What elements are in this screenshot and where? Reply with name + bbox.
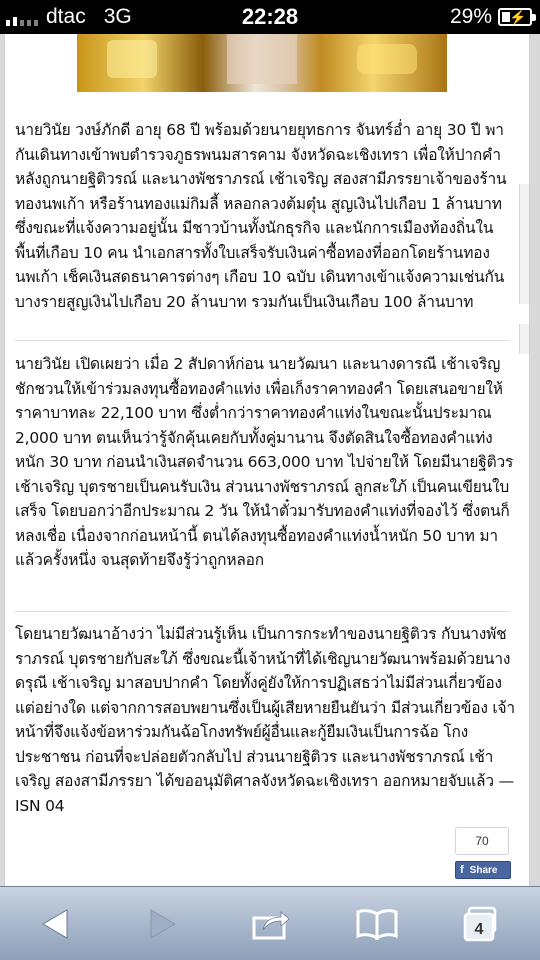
share-label: Share <box>469 864 498 876</box>
article <box>4 34 530 886</box>
tabs-button[interactable] <box>456 903 506 945</box>
battery-icon <box>498 8 532 26</box>
charging-bolt-icon: ⚡ <box>509 9 527 25</box>
battery-percent: 29% <box>449 5 492 28</box>
network-type: 3G <box>103 5 132 28</box>
carrier-name: dtac <box>46 5 86 28</box>
bookmarks-button[interactable] <box>352 903 402 945</box>
battery-status <box>450 5 532 29</box>
back-button[interactable] <box>30 903 80 945</box>
article-photo <box>77 34 447 92</box>
status-bar <box>0 0 540 34</box>
tabs-count: 4 <box>474 921 484 938</box>
bookmarks-icon <box>355 908 399 940</box>
side-scroll-tab <box>519 324 529 354</box>
forward-icon <box>149 908 177 940</box>
share-button[interactable] <box>246 903 296 945</box>
article-paragraph: นายวินัย เปิดเผยว่า เมื่อ 2 สัปดาห์ก่อน นายวัฒนา และนางดารณี เช้าเจริญ ชักชวนให้เข้าร่วมลงทุนซื้อทองคำแท่ง เพื่อเก็งราคาทองคำ โดยเสนอขายให้ราคาบาทละ 22,100 บาท ซึ่งต่ำกว่าราคาทองคำแท่งในขณะนั้นประมาณ 2,000 บาท ตนเห็นว่ารู้จักคุ้นเคยกับทั้งคู่มานาน จึงตัดสินใจซื้อทองคำแท่งหนัก 30 บาท ก่อนนำเงินสดจำนวน 663,000 บาท ไปจ่ายให้ โดยมีนายฐิติวร เช้าเจริญ บุตรชายเป็นคนรับเงิน ส่วนนางพัชราภรณ์ ลูกสะใภ้ เป็นคนเขียนใบเสร็จ โดยบอกว่าอีกประมาณ 2 วัน ให้นำตั๋วมารับทองคำแท่งที่จองไว้ ซึ่งตนก็หลงเชื่อ เนื่องจากก่อนหน้านี้ ตนได้ลงทุนซื้อทองคำแท่งน้ำหนัก 50 บาท มาแล้วครั้งหนึ่ง จนสุดท้ายจึงรู้ว่าถูกหลอก <box>15 355 514 569</box>
clock: 22:28 <box>241 4 299 29</box>
share-count: 70 <box>455 827 509 855</box>
back-icon <box>41 908 69 940</box>
share-icon <box>251 908 291 940</box>
divider <box>15 611 510 612</box>
side-scroll-tab <box>519 184 529 304</box>
forward-button[interactable] <box>138 903 188 945</box>
divider <box>15 340 510 341</box>
tabs-icon <box>459 906 503 942</box>
facebook-icon: f <box>460 864 464 876</box>
article-paragraph: โดยนายวัฒนาอ้างว่า ไม่มีส่วนรู้เห็น เป็นการกระทำของนายฐิติวร กับนางพัชราภรณ์ บุตรชายกับสะใภ้ ซึ่งขณะนี้เจ้าหน้าที่ได้เชิญนายวัฒนาพร้อมด้วยนางดรุณี เช้าเจริญ มาสอบปากคำ โดยทั้งคู่ยังให้การปฏิเสธว่าไม่มีส่วนเกี่ยวข้องแต่อย่างใด แต่จากการสอบพยานซึ่งเป็นผู้เสียหายยืนยันว่า มีส่วนเกี่ยวข้อง เจ้าหน้าที่จึงแจ้งข้อหาร่วมกันฉ้อโกงทรัพย์ผู้อื่นและกู้ยืมเงินเป็นการฉ้อ โกงประชาชน ก่อนที่จะปล่อยตัวกลับไป ส่วนนายฐิติวร และนางพัชราภรณ์ เช้าเจริญ สองสามีภรรยา ได้ขออนุมัติศาลจังหวัดฉะเชิงเทรา ออกหมายจับแล้ว —ISN 04 <box>15 625 515 815</box>
article-paragraph: นายวินัย วงษ์ภักดี อายุ 68 ปี พร้อมด้วยนายยุทธการ จันทร์อ่ำ อายุ 30 ปี พากันเดินทางเข้าพบตำรวจภูธรพนมสารคาม จังหวัดฉะเชิงเทรา เพื่อให้ปากคำ หลังถูกนายฐิติวรณ์ และนางพัชราภรณ์ เช้าเจริญ สองสามีภรรยาเจ้าของร้านทองนพเก้า หรือร้านทองแม่กิมลี้ หลอกลวงต้มตุ๋น สูญเงินไปเกือบ 1 ล้านบาท ซึ่งขณะที่แจ้งความอยู่นั้น มีชาวบ้านทั้งนักธุรกิจ และนักการเมืองท้องถิ่นในพื้นที่เกือบ 10 คน นำเอกสารทั้งใบเสร็จรับเงินค่าซื้อทองที่ออกโดยร้านทองนพเก้า เช็คเงินสดธนาคารต่างๆ เกือบ 10 ฉบับ เดินทางเข้าแจ้งความเช่นกัน บางรายสูญเงินไปเกือบ 20 ล้านบาท รวมกันเป็นเงินเกือบ 100 ล้านบาท <box>15 121 507 311</box>
facebook-share-button[interactable] <box>455 861 511 879</box>
web-viewport[interactable] <box>0 34 540 886</box>
browser-toolbar <box>0 886 540 960</box>
signal-icon <box>6 8 38 26</box>
